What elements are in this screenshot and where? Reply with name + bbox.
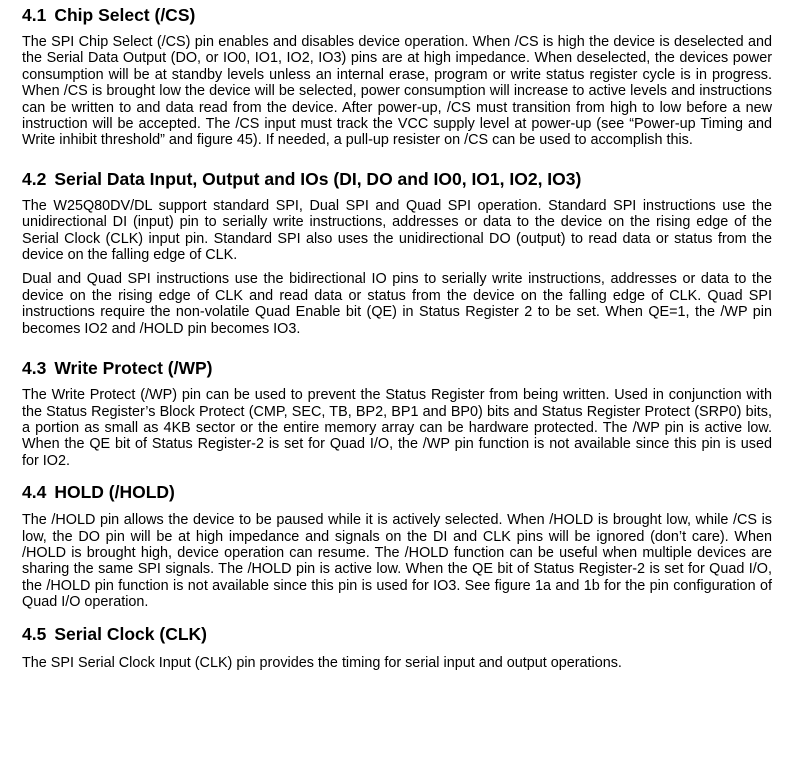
section-hold — [22, 481, 772, 610]
section-heading — [22, 4, 772, 26]
section-number: 4.2 — [22, 168, 47, 189]
section-number: 4.4 — [22, 482, 47, 503]
section-paragraph: The Write Protect (/WP) pin can be used to prevent the Status Register from being written. Used in conjunction with the Status Register’s Block Protect (CMP, SEC, TB, BP2, BP1 and BP0) bits and Status Register Protect (SRP0) bits, a portion as small as 4KB sector or the entire memory array can be hardware protected. The /WP pin is active low. When the QE bit of Status Register-2 is set for Quad I/O, the /WP pin function is not available since this pin is used for IO2. — [22, 387, 772, 469]
section-paragraph: The /HOLD pin allows the device to be paused while it is actively selected. When /HOLD is brought low, while /CS is low, the DO pin will be at high impedance and signals on the DI and CLK pins will be ignored (don’t care). When /HOLD is brought high, device operation can resume. The /HOLD function can be useful when multiple devices are sharing the same SPI signals. The /HOLD pin is active low. When the QE bit of Status Register-2 is set for Quad I/O, the /HOLD pin function is not available since this pin is used for IO3. See figure 1a and 1b for the pin configuration of Quad I/O operation. — [22, 512, 772, 611]
section-paragraph: The W25Q80DV/DL support standard SPI, Dual SPI and Quad SPI operation. Standard SPI instructions use the unidirectional DI (input) pin to serially write instructions, addresses or data to the device on the rising edge of the Serial Clock (CLK) input pin. Standard SPI also uses the unidirectional DO (output) to read data or status from the device on the falling edge of CLK. — [22, 197, 772, 264]
section-heading — [22, 481, 772, 503]
section-serial-data-io — [22, 168, 772, 337]
section-write-protect — [22, 357, 772, 469]
section-heading — [22, 623, 772, 645]
section-heading — [22, 357, 772, 379]
section-paragraph: The SPI Serial Clock Input (CLK) pin provides the timing for serial input and output operations. — [22, 654, 622, 671]
section-title-text: HOLD (/HOLD) — [54, 482, 175, 503]
section-title-text: Serial Data Input, Output and IOs (DI, DO and IO0, IO1, IO2, IO3) — [54, 168, 582, 189]
section-number: 4.5 — [22, 623, 47, 644]
section-serial-clock — [22, 623, 772, 671]
section-chip-select — [22, 4, 772, 149]
section-title-text: Chip Select (/CS) — [54, 5, 196, 25]
section-title-text: Serial Clock (CLK) — [54, 623, 208, 644]
section-title-text: Write Protect (/WP) — [54, 358, 213, 379]
section-number: 4.1 — [22, 5, 47, 25]
section-paragraph: Dual and Quad SPI instructions use the bidirectional IO pins to serially write instructions, addresses or data to the device on the rising edge of CLK and read data or status from the device on the falling edge of CLK. Quad SPI instructions require the non-volatile Quad Enable bit (QE) in Status Register 2 to be set. When QE=1, the /WP pin becomes IO2 and /HOLD pin becomes IO3. — [22, 271, 772, 337]
section-heading — [22, 168, 772, 190]
section-number: 4.3 — [22, 358, 47, 379]
document-page — [22, 0, 772, 671]
section-paragraph: The SPI Chip Select (/CS) pin enables and disables device operation. When /CS is high the device is deselected and the Serial Data Output (DO, or IO0, IO1, IO2, IO3) pins are at high impedance. When deselected, the devices power consumption will be at standby levels unless an internal erase, program or write status register cycle is in progress. When /CS is brought low the device will be selected, power consumption will increase to active levels and instructions can be written to and data read from the device. After power-up, /CS must transition from high to low before a new instruction will be accepted. The /CS input must track the VCC supply level at power-up (see “Power-up Timing and Write inhibit threshold” and figure 45). If needed, a pull-up resister on /CS can be used to accomplish this. — [22, 34, 772, 149]
